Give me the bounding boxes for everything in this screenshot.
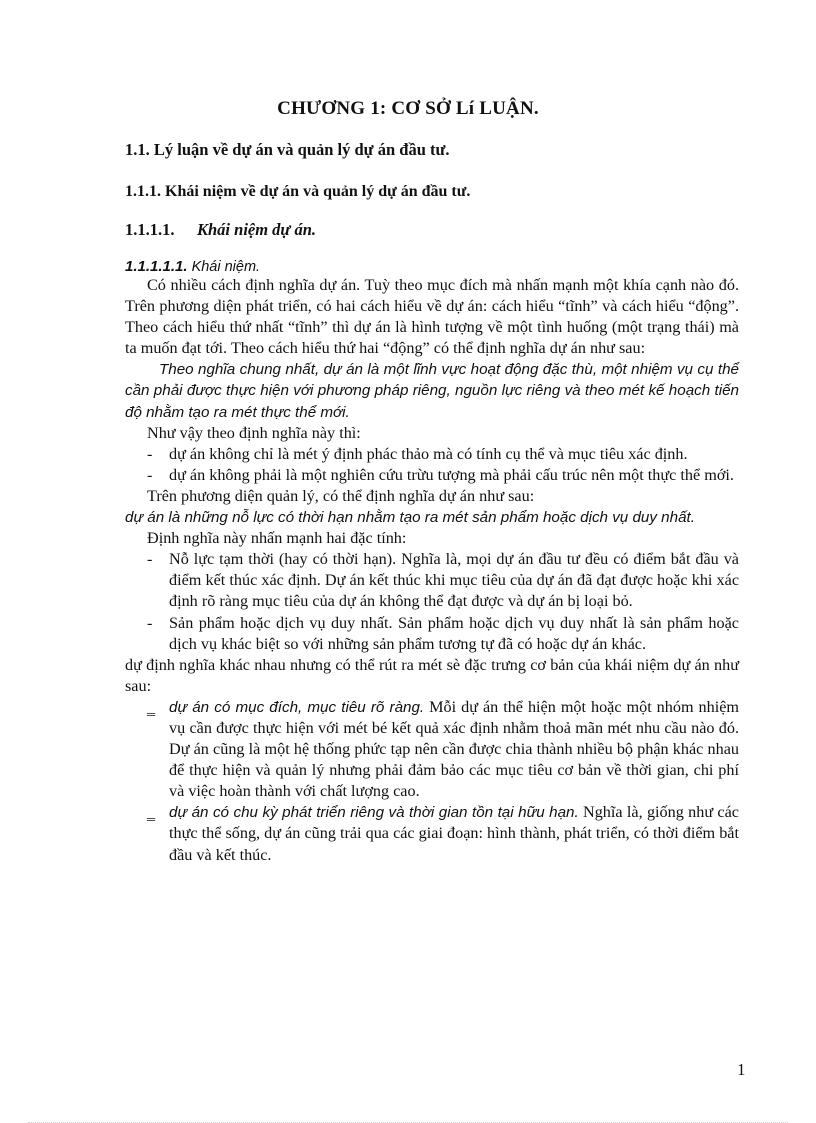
- list-item-text: Mỗi dự án thể hiện một hoặc một nhóm nhiệm vụ cần được thực hiện với mét bé kết quả xác định nhằm thoả mãn mét nhu cầu nào đó. Dự án cũng là một hệ thống phức tạp nên cần được chia thành nhiều bộ phận khác nhau để thực hiện và quản lý nhưng phải đảm bảo các mục tiêu cơ bản về thời gian, chi phí và việc hoàn thành với chất lượng cao.: [169, 697, 739, 801]
- definition-quote: Theo nghĩa chung nhất, dự án là một lĩnh vực hoạt động đặc thù, một nhiệm vụ cụ thể cần phải được thực hiện với phương pháp riêng, nguồn lực riêng và theo mét kế hoạch tiến độ nhằm tạo ra mét thực thể mới.: [125, 361, 739, 421]
- paragraph: Định nghĩa này nhấn mạnh hai đặc tính:: [147, 529, 407, 548]
- bullet-marker: -: [147, 465, 153, 484]
- list-item-text: dự án không chỉ là mét ý định phác thảo mà có tính cụ thể và mục tiêu xác định.: [169, 444, 688, 463]
- bullet-marker: -: [147, 613, 153, 632]
- paragraph: Có nhiều cách định nghĩa dự án. Tuỳ theo mục đích mà nhấn mạnh một khía cạnh nào đó. Trên phương diện phát triển, có hai cách hiểu về dự án: cách hiểu “tĩnh” và cách hiểu “động”. Theo cách hiểu thứ nhất “tĩnh” thì dự án là hình tượng về một tình huống (một trạng thái) mà ta muốn đạt tới. Theo cách hiểu thứ hai “động” có thể định nghĩa dự án như sau:: [125, 276, 739, 358]
- paragraph: dự định nghĩa khác nhau nhưng có thể rút ra mét sè đặc trưng cơ bản của khái niệm dự án như sau:: [125, 655, 739, 695]
- body-text: [125, 275, 739, 866]
- heading-title: Khái niệm dự án.: [197, 220, 316, 239]
- definition-quote: dự án là những nỗ lực có thời hạn nhằm tạo ra mét sản phẩm hoặc dịch vụ duy nhất.: [125, 509, 695, 527]
- list-item: [125, 613, 739, 655]
- section-heading: 1.1. Lý luận về dự án và quản lý dự án đầu tư.: [125, 140, 450, 159]
- bullet-marker: ‗: [147, 697, 156, 716]
- list-item-lead: dự án có chu kỳ phát triển riêng và thời gian tồn tại hữu hạn.: [169, 804, 579, 822]
- chapter-title: CHƯƠNG 1: CƠ SỞ Lí LUẬN.: [277, 98, 539, 119]
- list-item-text: dự án không phải là một nghiên cứu trừu tượng mà phải cấu trúc nên một thực thể mới.: [169, 465, 734, 484]
- list-item: [125, 465, 739, 486]
- list-item-lead: dự án có mục đích, mục tiêu rõ ràng.: [169, 698, 425, 716]
- bullet-marker: -: [147, 550, 153, 569]
- heading-number: 1.1.1.1.: [125, 220, 175, 239]
- bullet-marker: ‗: [147, 803, 156, 822]
- paragraph: Như vậy theo định nghĩa này thì:: [147, 423, 361, 442]
- list-item-text: Nghĩa là, giống như các thực thể sống, dự án cũng trải qua các giai đoạn: hình thành, phát triển, có thời điểm bắt đầu và kết thúc.: [169, 803, 739, 864]
- list-item: [125, 549, 739, 612]
- paragraph: Trên phương diện quản lý, có thể định nghĩa dự án như sau:: [147, 486, 535, 505]
- subsubsection-heading: [125, 220, 316, 240]
- list-item-text: Sản phẩm hoặc dịch vụ duy nhất. Sản phẩm hoặc dịch vụ duy nhất là sản phẩm hoặc dịch vụ khác biệt so với những sản phẩm tương tự đã có hoặc dự án khác.: [169, 613, 739, 653]
- paragraph-heading: [125, 258, 260, 276]
- heading-title: Khái niệm.: [191, 259, 261, 275]
- list-item-text: Nỗ lực tạm thời (hay có thời hạn). Nghĩa là, mọi dự án đầu tư đều có điểm bắt đầu và điểm kết thúc xác định. Dự án kết thúc khi mục tiêu của dự án đã đạt được hoặc khi xác định rõ ràng mục tiêu của dự án không thể đạt được và dự án bị loại bỏ.: [169, 550, 739, 611]
- list-item: [125, 444, 739, 465]
- heading-number: 1.1.1.1.1.: [125, 258, 188, 275]
- subsection-heading: 1.1.1. Khái niệm về dự án và quản lý dự án đầu tư.: [125, 183, 471, 200]
- page-number: 1: [737, 1060, 746, 1079]
- list-item: [125, 802, 739, 865]
- list-item: [125, 697, 739, 802]
- bullet-marker: -: [147, 444, 153, 463]
